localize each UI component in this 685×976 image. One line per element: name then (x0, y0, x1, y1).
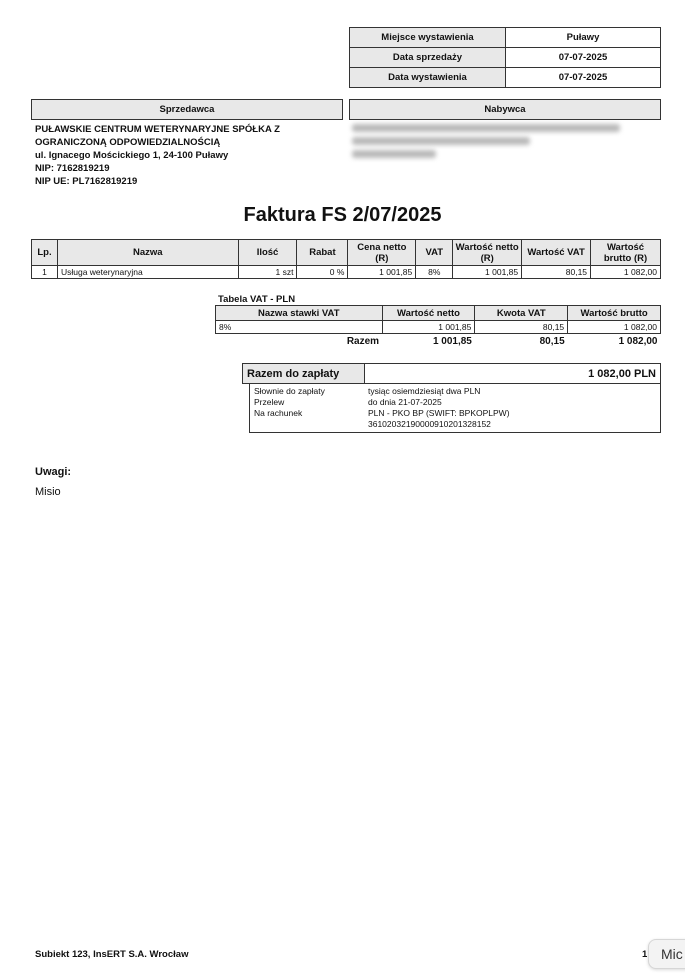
page-number: 1 (642, 949, 648, 960)
column-header: VAT (416, 240, 453, 266)
payment-detail-key: Przelew (254, 397, 285, 407)
item-vat-value: 80,15 (522, 266, 591, 279)
seller-address: ul. Ignacego Mościckiego 1, 24-100 Puławy (35, 150, 229, 161)
vat-table-title: Tabela VAT - PLN (218, 294, 296, 305)
seller-header: Sprzedawca (31, 99, 343, 120)
buyer-header: Nabywca (349, 99, 661, 120)
bank-account-number: 36102032190000910201328152 (368, 419, 491, 429)
vat-sum-vat: 80,15 (539, 335, 565, 347)
payment-detail-key: Na rachunek (254, 408, 303, 418)
items-table (31, 239, 661, 279)
payment-details (249, 384, 661, 433)
meta-value: 07-07-2025 (506, 48, 661, 68)
seller-nip-ue: NIP UE: PL7162819219 (35, 176, 138, 187)
payment-detail-row (254, 408, 656, 419)
redacted-line (352, 150, 436, 158)
table-row (32, 266, 661, 279)
payment-detail-value: tysiąc osiemdziesiąt dwa PLN (368, 386, 481, 396)
item-discount: 0 % (297, 266, 348, 279)
vat-net: 1 001,85 (382, 321, 475, 334)
invoice-meta-table (349, 27, 661, 88)
payment-detail-key: Słownie do zapłaty (254, 386, 325, 396)
column-header: Wartość brutto (R) (591, 240, 661, 266)
column-header: Rabat (297, 240, 348, 266)
column-header: Wartość VAT (522, 240, 591, 266)
redacted-line (352, 137, 530, 145)
notes-label: Uwagi: (35, 466, 72, 478)
footer-software: Subiekt 123, InsERT S.A. Wrocław (35, 949, 189, 960)
item-lp: 1 (32, 266, 58, 279)
mic-button[interactable]: Mic (648, 939, 685, 969)
vat-gross: 1 082,00 (568, 321, 661, 334)
meta-row (350, 28, 661, 48)
column-header: Lp. (32, 240, 58, 266)
table-row (216, 321, 661, 334)
vat-sum-row (216, 334, 661, 349)
vat-sum-net: 1 001,85 (432, 335, 472, 347)
item-gross-value: 1 082,00 (591, 266, 661, 279)
vat-header-row (216, 306, 661, 321)
column-header: Cena netto (R) (348, 240, 416, 266)
payment-detail-value: do dnia 21-07-2025 (368, 397, 442, 407)
payment-total-label: Razem do zapłaty (243, 364, 365, 383)
notes-text: Misio (35, 486, 61, 498)
items-header-row (32, 240, 661, 266)
payment-detail-row (254, 419, 656, 430)
item-qty: 1 szt (238, 266, 297, 279)
meta-value: 07-07-2025 (506, 68, 661, 88)
payment-detail-row (254, 397, 656, 408)
item-name: Usługa weterynaryjna (57, 266, 238, 279)
meta-label: Data wystawienia (350, 68, 506, 88)
vat-rate-name: 8% (216, 321, 383, 334)
column-header: Kwota VAT (475, 306, 568, 321)
item-net-value: 1 001,85 (453, 266, 522, 279)
item-net-price: 1 001,85 (348, 266, 416, 279)
vat-sum-label: Razem (346, 335, 380, 347)
column-header: Ilość (238, 240, 297, 266)
column-header: Wartość netto (R) (453, 240, 522, 266)
payment-total-value: 1 082,00 PLN (588, 367, 656, 380)
redacted-line (352, 124, 620, 132)
seller-nip: NIP: 7162819219 (35, 163, 110, 174)
vat-table (215, 305, 661, 349)
meta-label: Miejsce wystawienia (350, 28, 506, 48)
meta-row (350, 48, 661, 68)
column-header: Nazwa (57, 240, 238, 266)
seller-info (35, 123, 340, 188)
meta-row (350, 68, 661, 88)
meta-label: Data sprzedaży (350, 48, 506, 68)
seller-name: PUŁAWSKIE CENTRUM WETERYNARYJNE SPÓŁKA Z OGRANICZONĄ ODPOWIEDZIALNOŚCIĄ (35, 124, 280, 148)
column-header: Nazwa stawki VAT (216, 306, 383, 321)
column-header: Wartość netto (382, 306, 475, 321)
meta-value: Puławy (506, 28, 661, 48)
payment-detail-value: PLN - PKO BP (SWIFT: BPKOPLPW) (368, 408, 510, 418)
vat-amount: 80,15 (475, 321, 568, 334)
invoice-title: Faktura FS 2/07/2025 (243, 204, 442, 226)
payment-detail-row (254, 386, 656, 397)
payment-detail-key (254, 419, 368, 430)
payment-total-box (242, 363, 661, 384)
vat-sum-gross: 1 082,00 (618, 335, 658, 347)
buyer-info-redacted (352, 124, 622, 163)
column-header: Wartość brutto (568, 306, 661, 321)
item-vat-rate: 8% (416, 266, 453, 279)
